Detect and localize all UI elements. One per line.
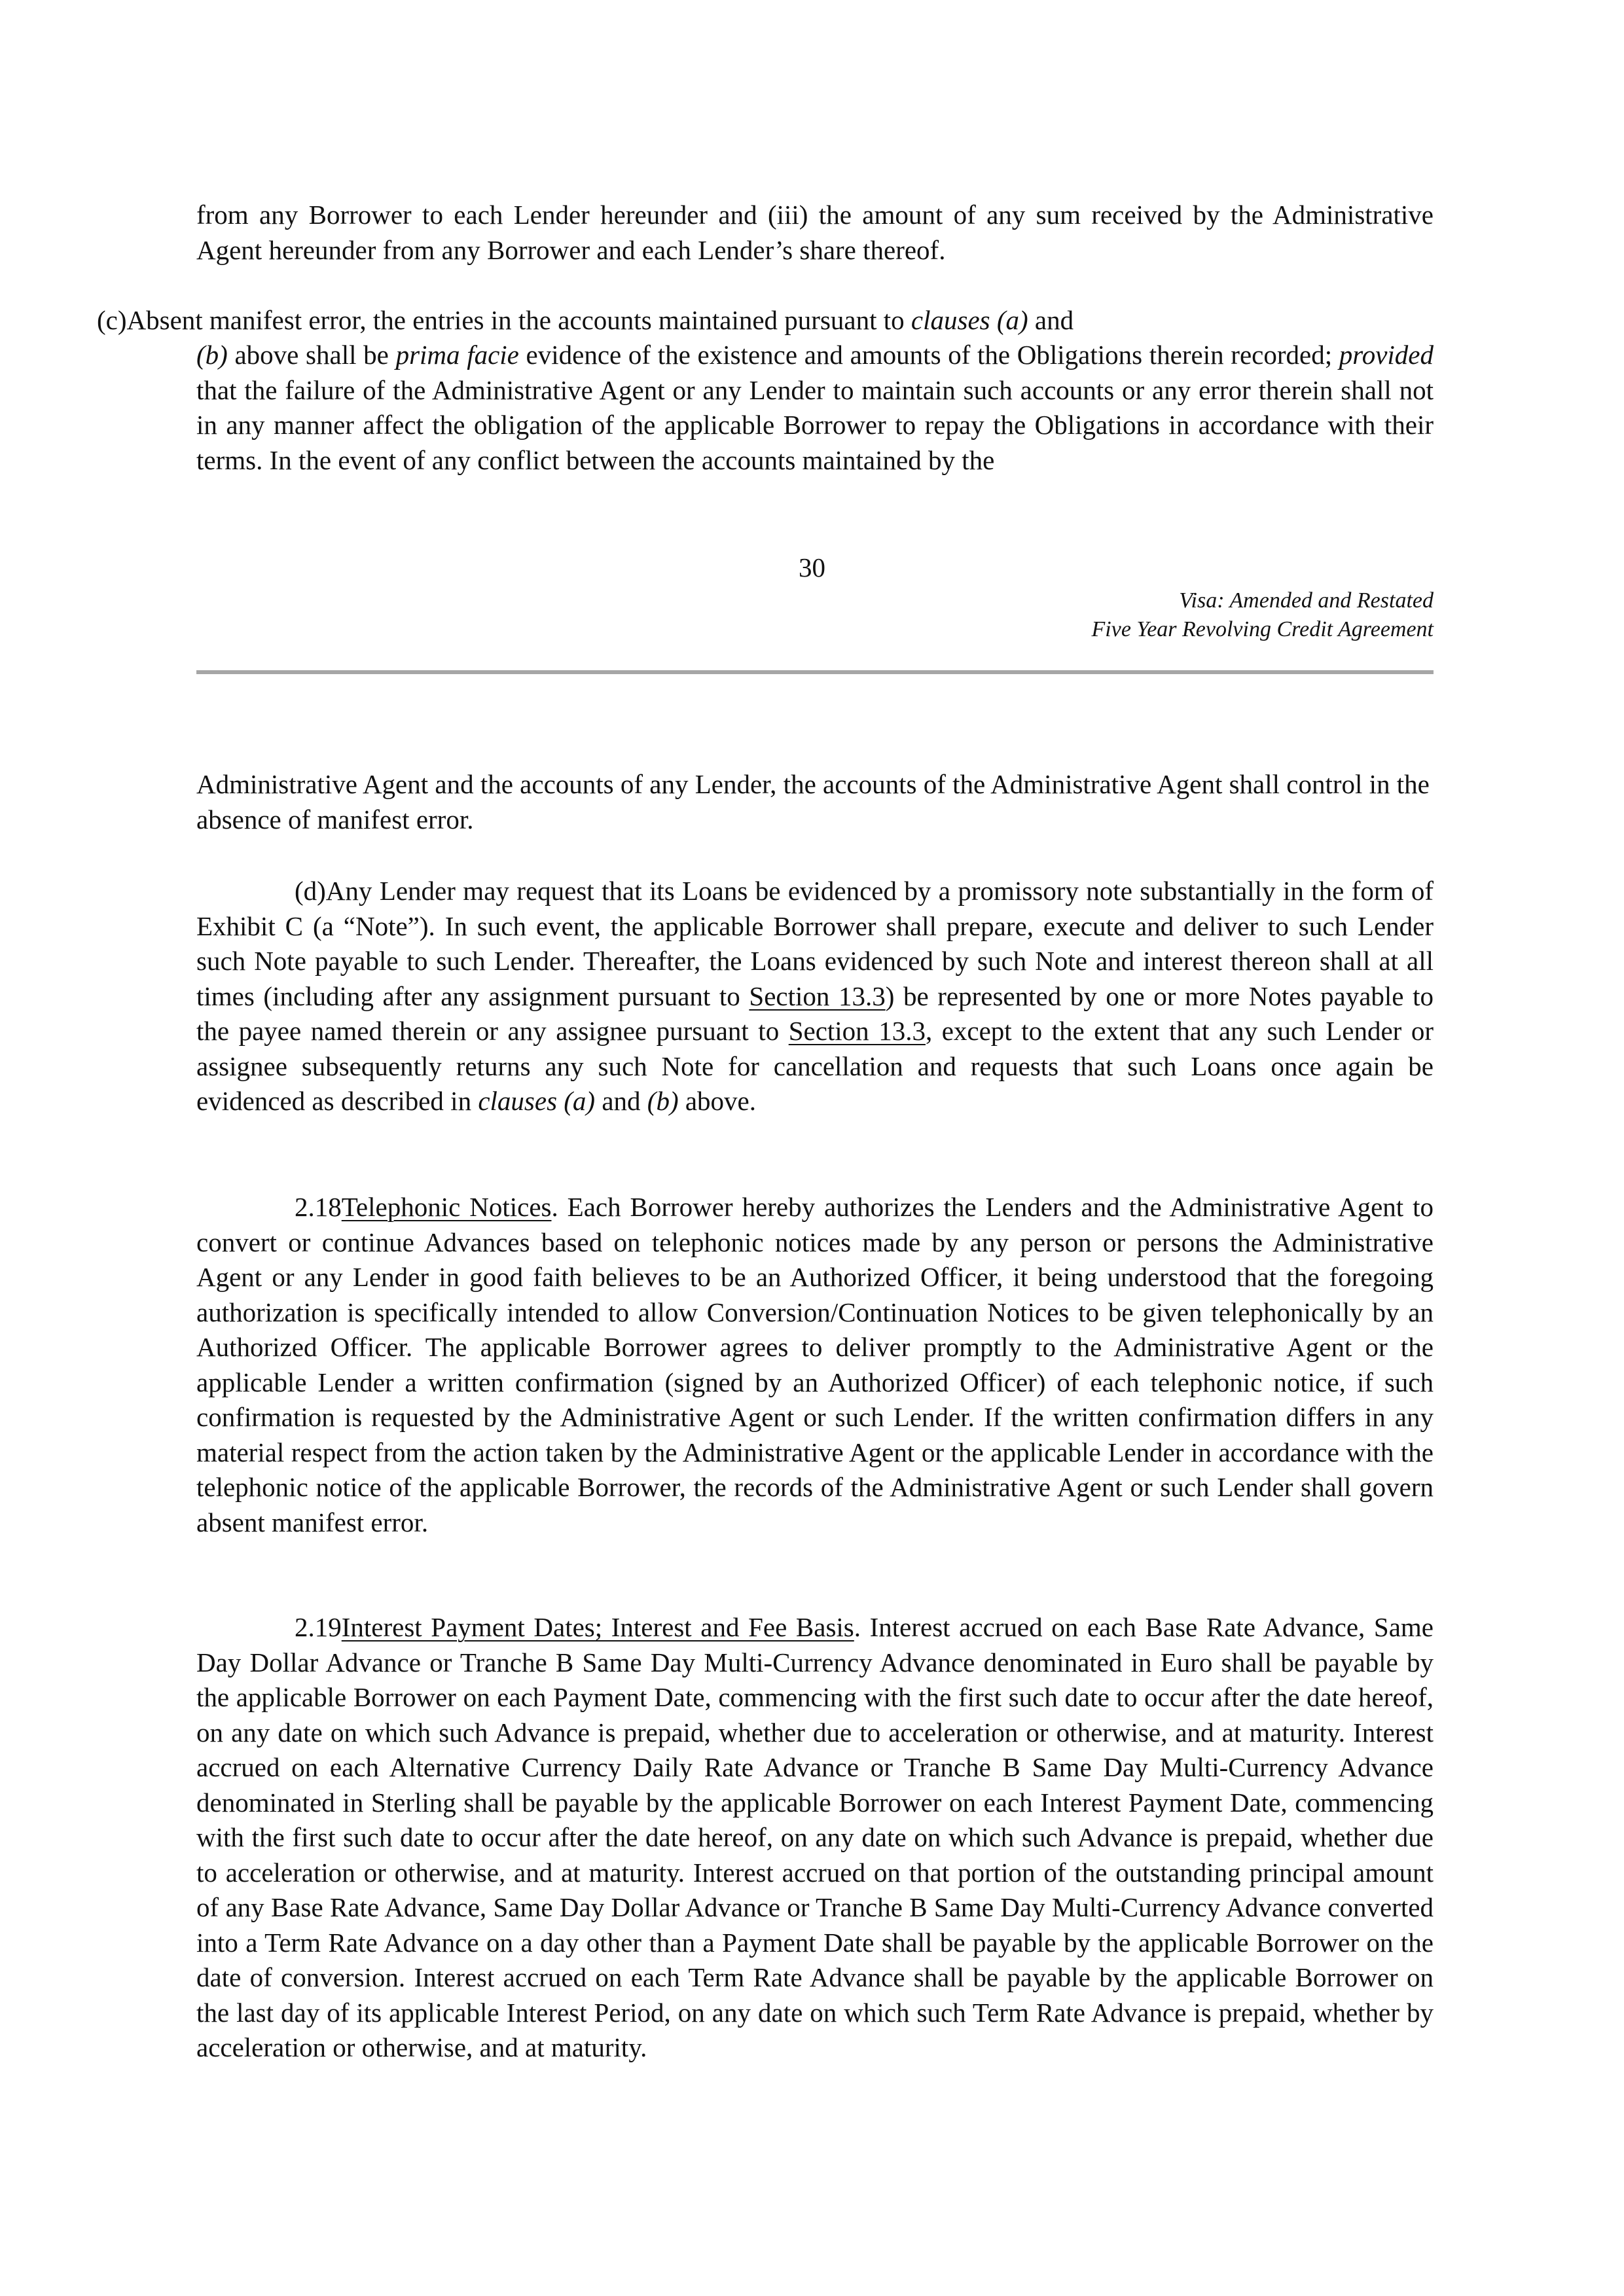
section-2-18-number: 2.18: [295, 1192, 342, 1222]
clause-d-text-2: ) be represented by one or more Notes payable to the payee named therein or any assignee pursuant to: [196, 980, 1434, 1046]
section-2-18-heading: Telephonic Notices: [341, 1192, 552, 1222]
continuation-paragraph: from any Borrower to each Lender hereunder and (iii) the amount of any sum received by the Administrative Agent hereunder from any Borrower and each Lender’s share thereof.: [196, 200, 1434, 265]
clause-d-ital-a: clauses (a): [478, 1086, 596, 1116]
clause-c-first-line-italic: clauses (a): [911, 305, 1028, 335]
clause-d-text-3: , except to the extent that any such Lender or assignee subsequently returns any such Note for cancellation and requests that such Loans once again be evidenced as described in: [196, 1016, 1434, 1116]
clause-c-ital-provided: provided: [1339, 340, 1434, 370]
section-2-18-body: . Each Borrower hereby authorizes the Lenders and the Administrative Agent to convert or continue Advances based on telephonic notices made by any person or persons the Administrative Agent or any Lender in good faith believes to be an Authorized Officer, it being understood that the foregoing authorization is specifically intended to allow Conversion/Continuation Notices to be given telephonically by an Authorized Officer. The applicable Borrower agrees to deliver promptly to the Administrative Agent or the applicable Lender a written confirmation (signed by an Authorized Officer) of each telephonic notice, if such confirmation is requested by the Administrative Agent or such Lender. If the written confirmation differs in any material respect from the action taken by the Administrative Agent or the applicable Lender in accordance with the telephonic notice of the applicable Borrower, the records of the Administrative Agent or such Lender shall govern absent manifest error.: [196, 1192, 1434, 1537]
clause-c-first-line: [97, 303, 1406, 338]
page-number: 30: [799, 552, 825, 583]
page-break-divider: [196, 670, 1434, 674]
clause-d-text-4: and: [595, 1086, 647, 1116]
clause-c-text-2: evidence of the existence and amounts of the Obligations therein recorded;: [518, 340, 1339, 370]
clause-c-ital-prima-facie: prima facie: [395, 340, 519, 370]
section-2-19-number: 2.19: [295, 1612, 342, 1642]
clause-d-paragraph: [196, 874, 1434, 1119]
clause-c-first-line-suffix: and: [1028, 305, 1074, 335]
section-2-18-paragraph: [196, 1190, 1434, 1540]
clause-d-text-5: above.: [678, 1086, 757, 1116]
footer-doc-title-line2: Five Year Revolving Credit Agreement: [1091, 617, 1434, 641]
clause-c-ital-b: (b): [196, 340, 228, 370]
section-2-19-body: . Interest accrued on each Base Rate Advance, Same Day Dollar Advance or Tranche B Same Day Multi-Currency Advance denominated in Euro shall be payable by the applicable Borrower on each Payment Date, commencing with the first such date to occur after the date hereof, on any date on which such Advance is prepaid, whether due to acceleration or otherwise, and at maturity. Interest accrued on each Alternative Currency Daily Rate Advance or Tranche B Same Day Multi-Currency Advance denominated in Sterling shall be payable by the applicable Borrower on each Interest Payment Date, commencing with the first such date to occur after the date hereof, on any date on which such Advance is prepaid, whether due to acceleration or otherwise, and at maturity. Interest accrued on that portion of the outstanding principal amount of any Base Rate Advance, Same Day Dollar Advance or Tranche B Same Day Multi-Currency Advance converted into a Term Rate Advance on a day other than a Payment Date shall be payable by the applicable Borrower on the date of conversion. Interest accrued on each Term Rate Advance shall be payable by the applicable Borrower on the last day of its applicable Interest Period, on any date on which such Term Rate Advance is prepaid, whether by acceleration or otherwise, and at maturity.: [196, 1612, 1434, 2062]
clause-c-continuation: Administrative Agent and the accounts of any Lender, the accounts of the Administrative Agent shall control in the absence of manifest error.: [196, 769, 1430, 834]
clause-c-first-line-prefix: (c)Absent manifest error, the entries in the accounts maintained pursuant to: [97, 305, 911, 335]
clause-c-body: [196, 338, 1434, 478]
section-13-3-link[interactable]: Section 13.3: [749, 980, 886, 1011]
clause-c-text-3: that the failure of the Administrative Agent or any Lender to maintain such accounts or any error therein shall not in any manner affect the obligation of the applicable Borrower to repay the Obligations in accordance with their terms. In the event of any conflict between the accounts maintained by the: [196, 374, 1434, 475]
clause-d-text-1: (d)Any Lender may request that its Loans be evidenced by a promissory note substantially in the form of Exhibit C (a “Note”). In such event, the applicable Borrower shall prepare, execute and deliver to such Lender such Note payable to such Lender. Thereafter, the Loans evidenced by such Note and interest thereon shall at all times (including after any assignment pursuant to: [196, 876, 1434, 1011]
section-2-19-paragraph: [196, 1610, 1434, 2066]
clause-c-text-1: above shall be: [227, 340, 396, 370]
section-2-19-heading: Interest Payment Dates; Interest and Fee Basis: [341, 1612, 854, 1642]
section-13-3-link[interactable]: Section 13.3: [788, 1016, 926, 1046]
footer-doc-title-line1: Visa: Amended and Restated: [1179, 588, 1434, 613]
clause-d-ital-b: (b): [647, 1086, 679, 1116]
